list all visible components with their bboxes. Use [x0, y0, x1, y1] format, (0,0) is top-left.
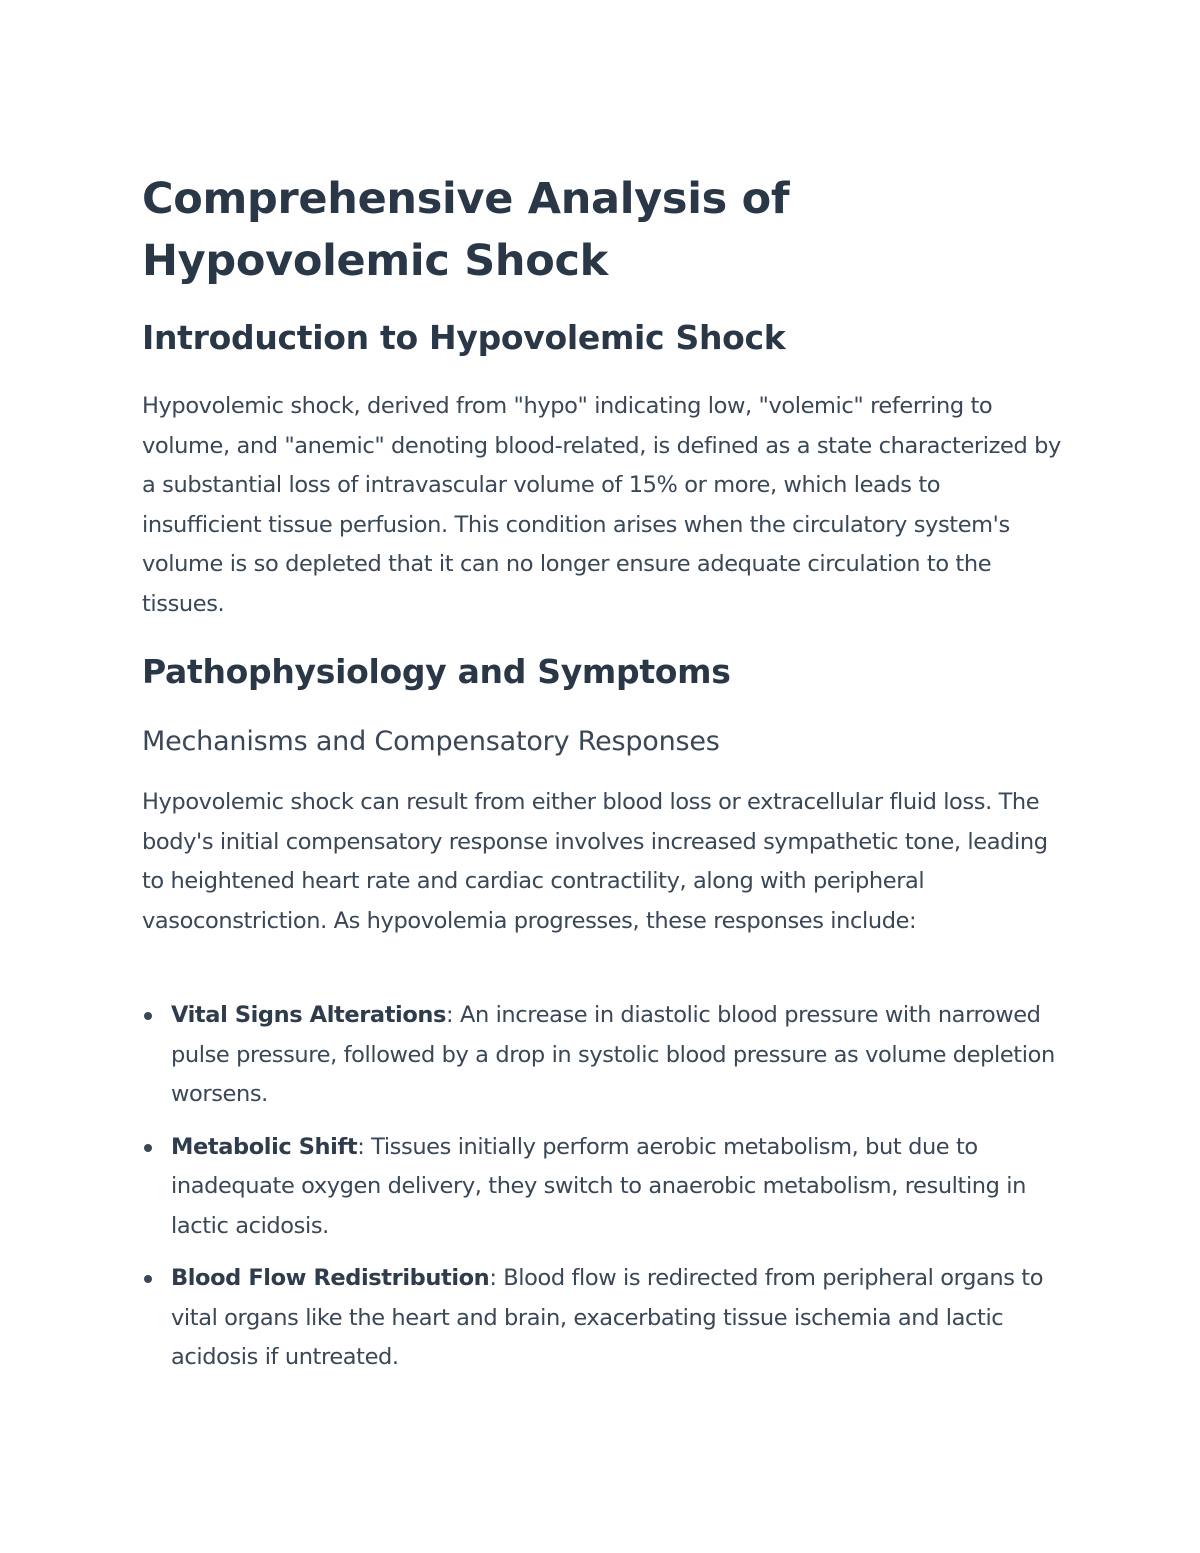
list-item-term: Metabolic Shift — [171, 1133, 358, 1160]
list-item — [142, 1259, 1062, 1378]
bullet-icon — [144, 1275, 152, 1283]
list-item-text: : An increase in diastolic blood pressure with narrowed pulse pressure, followed by a drop in systolic blood pressure as volume depletion worsens. — [171, 1002, 1055, 1107]
list-item — [142, 1128, 1062, 1247]
subsection-heading-mechanisms: Mechanisms and Compensatory Responses — [142, 726, 720, 757]
document-title: Comprehensive Analysis of Hypovolemic Shock — [142, 174, 790, 286]
section-heading-introduction: Introduction to Hypovolemic Shock — [142, 318, 786, 357]
list-item-term: Vital Signs Alterations — [171, 1002, 447, 1028]
list-item-text: : Tissues initially perform aerobic metabolism, but due to inadequate oxygen delivery, they switch to anaerobic metabolism, resulting in lactic acidosis. — [171, 1133, 1027, 1239]
bullet-icon — [144, 1144, 152, 1152]
list-item — [142, 996, 1062, 1115]
bullet-icon — [144, 1012, 152, 1020]
response-list — [142, 996, 1062, 1391]
list-item-text: : Blood flow is redirected from peripheral organs to vital organs like the heart and brain, exacerbating tissue ischemia and lactic acidosis if untreated. — [171, 1265, 1044, 1370]
introduction-paragraph: Hypovolemic shock, derived from "hypo" indicating low, "volemic" referring to volume, and "anemic" denoting blood-related, is defined as a state characterized by a substantial loss of intravascular volume of 15% or more, which leads to insufficient tissue perfusion. This condition arises when the circulatory system's volume is so depleted that it can no longer ensure adequate circulation to the tissues. — [142, 393, 1061, 617]
mechanisms-paragraph: Hypovolemic shock can result from either blood loss or extracellular fluid loss. The body's initial compensatory response involves increased sympathetic tone, leading to heightened heart rate and cardiac contractility, along with peripheral vasoconstriction. As hypovolemia progresses, these responses include: — [142, 789, 1048, 934]
list-item-term: Blood Flow Redistribution — [171, 1265, 490, 1291]
section-heading-pathophysiology: Pathophysiology and Symptoms — [142, 652, 731, 691]
